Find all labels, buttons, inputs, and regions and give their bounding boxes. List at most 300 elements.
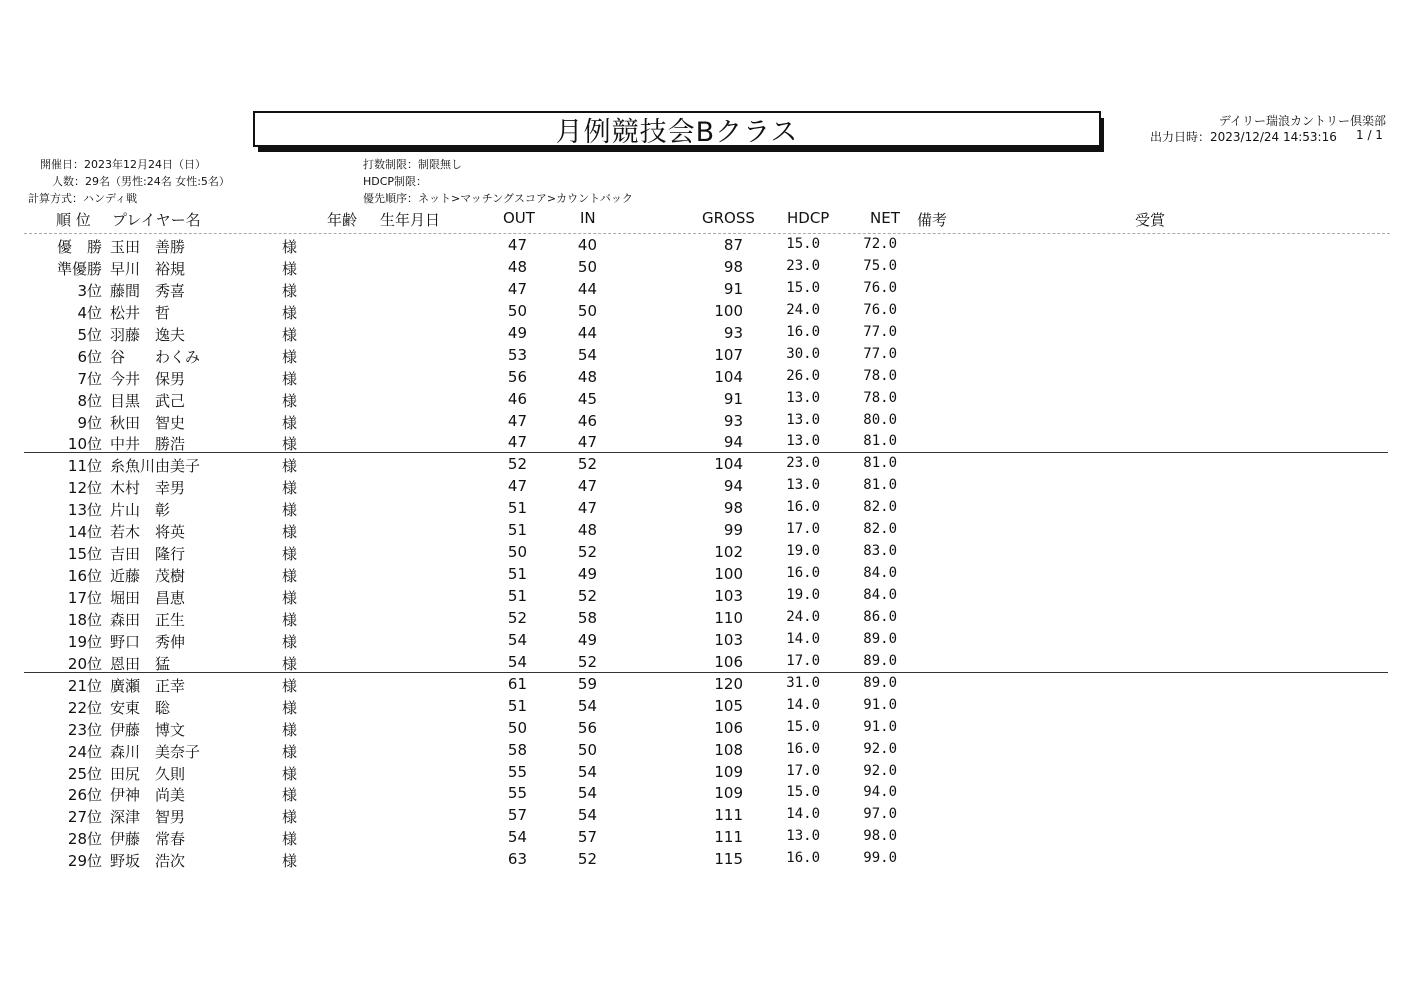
cell-gross: 108	[714, 740, 743, 759]
cell-rank: 8位	[77, 391, 102, 410]
cell-net: 81.0	[863, 477, 897, 494]
cell-out: 54	[507, 652, 527, 671]
cell-hdcp: 31.0	[786, 674, 820, 691]
cell-rank: 19位	[67, 632, 102, 651]
col-award: 受賞	[1135, 211, 1166, 229]
cell-mei: 保男	[155, 369, 186, 388]
col-gross: GROSS	[702, 209, 755, 227]
cell-rank: 27位	[67, 808, 102, 827]
cell-out: 55	[507, 762, 527, 781]
table-row	[0, 629, 1415, 651]
cell-mei: 逸夫	[155, 325, 186, 344]
cell-out: 50	[507, 543, 527, 562]
cell-sei: 野口	[110, 632, 141, 651]
cell-sama: 様	[282, 523, 298, 542]
meta-players: 人数：29名（男性:24名 女性:5名）	[52, 175, 230, 188]
cell-in: 49	[577, 630, 597, 649]
cell-out: 47	[507, 411, 527, 430]
cell-in: 47	[577, 477, 597, 496]
cell-net: 77.0	[863, 345, 897, 362]
cell-gross: 115	[714, 850, 743, 869]
table-row	[0, 519, 1415, 541]
cell-rank: 準優勝	[56, 259, 102, 278]
cell-net: 82.0	[863, 499, 897, 516]
cell-mei: 正生	[155, 610, 186, 629]
cell-sei: 吉田	[110, 545, 141, 564]
cell-sama: 様	[282, 238, 298, 256]
cell-sei: 早川	[110, 259, 141, 278]
cell-gross: 91	[723, 389, 743, 408]
cell-in: 58	[577, 608, 597, 627]
cell-net: 81.0	[863, 455, 897, 472]
cell-in: 50	[577, 257, 597, 276]
cell-gross: 102	[714, 543, 743, 562]
cell-gross: 94	[723, 433, 743, 452]
cell-sama: 様	[282, 413, 298, 432]
cell-hdcp: 16.0	[786, 323, 820, 340]
col-notes: 備考	[917, 211, 948, 229]
cell-rank: 29位	[67, 852, 102, 871]
cell-gross: 91	[723, 279, 743, 298]
cell-mei: 正幸	[155, 676, 186, 695]
cell-net: 94.0	[863, 784, 897, 801]
table-row	[0, 322, 1415, 344]
cell-in: 48	[577, 367, 597, 386]
cell-out: 52	[507, 455, 527, 474]
table-row	[0, 585, 1415, 607]
table-row	[0, 804, 1415, 826]
cell-hdcp: 30.0	[786, 345, 820, 362]
cell-gross: 104	[714, 455, 743, 474]
cell-rank: 優 勝	[56, 238, 102, 256]
cell-out: 47	[507, 477, 527, 496]
cell-rank: 15位	[67, 545, 102, 564]
cell-mei: 善勝	[155, 238, 186, 256]
cell-sei: 安東	[110, 698, 141, 717]
cell-out: 51	[507, 521, 527, 540]
table-row	[0, 717, 1415, 739]
cell-rank: 12位	[67, 479, 102, 498]
cell-in: 52	[577, 587, 597, 605]
cell-hdcp: 19.0	[786, 543, 820, 560]
results-table	[0, 234, 1415, 870]
table-row	[0, 541, 1415, 563]
cell-sei: 羽藤	[110, 325, 141, 344]
cell-mei: 秀喜	[155, 281, 186, 300]
cell-sama: 様	[282, 567, 298, 586]
meta-method: 計算方式：ハンディ戦	[28, 192, 138, 205]
cell-in: 47	[577, 433, 597, 452]
cell-sei: 森川	[110, 742, 141, 761]
cell-out: 51	[507, 696, 527, 715]
cell-hdcp: 14.0	[786, 696, 820, 713]
cell-net: 91.0	[863, 696, 897, 713]
cell-sama: 様	[282, 347, 298, 366]
cell-net: 81.0	[863, 433, 897, 450]
cell-mei: 由美子	[155, 457, 201, 476]
meta-stroke-limit: 打数制限：制限無し	[363, 158, 462, 171]
cell-mei: 彰	[155, 501, 171, 520]
cell-gross: 98	[723, 499, 743, 518]
cell-out: 48	[507, 257, 527, 276]
cell-sei: 伊藤	[110, 720, 141, 739]
meta-priority: 優先順序：ネット>マッチングスコア>カウントバック	[363, 192, 633, 205]
cell-rank: 14位	[67, 523, 102, 542]
cell-sei: 伊藤	[110, 830, 141, 849]
cell-hdcp: 16.0	[786, 499, 820, 516]
col-age: 年齢	[327, 211, 358, 229]
cell-net: 99.0	[863, 850, 897, 867]
printed-at: 出力日時：2023/12/24 14:53:16	[1150, 130, 1337, 144]
cell-out: 51	[507, 565, 527, 584]
cell-net: 80.0	[863, 411, 897, 428]
cell-hdcp: 15.0	[786, 236, 820, 252]
table-row	[0, 782, 1415, 804]
cell-out: 55	[507, 784, 527, 803]
cell-rank: 26位	[67, 786, 102, 805]
cell-rank: 17位	[67, 589, 102, 607]
table-row	[0, 410, 1415, 432]
cell-gross: 106	[714, 652, 743, 671]
cell-gross: 109	[714, 784, 743, 803]
cell-rank: 6位	[77, 347, 102, 366]
cell-out: 56	[507, 367, 527, 386]
col-hdcp: HDCP	[787, 209, 830, 227]
cell-gross: 104	[714, 367, 743, 386]
cell-out: 50	[507, 301, 527, 320]
cell-mei: 智男	[155, 808, 186, 827]
cell-in: 56	[577, 718, 597, 737]
cell-sama: 様	[282, 589, 298, 607]
cell-in: 59	[577, 674, 597, 693]
cell-sei: 田尻	[110, 764, 141, 783]
cell-in: 40	[577, 236, 597, 254]
meta-date: 開催日：2023年12月24日（日）	[40, 158, 206, 171]
cell-sama: 様	[282, 610, 298, 629]
cell-sei: 藤間	[110, 281, 141, 300]
cell-sama: 様	[282, 479, 298, 498]
table-row	[0, 651, 1415, 673]
cell-sama: 様	[282, 764, 298, 783]
cell-net: 91.0	[863, 718, 897, 735]
cell-net: 89.0	[863, 674, 897, 691]
cell-sama: 様	[282, 391, 298, 410]
table-row	[0, 344, 1415, 366]
cell-net: 82.0	[863, 521, 897, 538]
cell-sama: 様	[282, 369, 298, 388]
cell-hdcp: 15.0	[786, 279, 820, 296]
cell-out: 58	[507, 740, 527, 759]
cell-out: 47	[507, 279, 527, 298]
table-row	[0, 300, 1415, 322]
cell-net: 89.0	[863, 652, 897, 669]
table-row	[0, 256, 1415, 278]
col-net: NET	[870, 209, 900, 227]
cell-sei: 恩田	[110, 654, 141, 673]
cell-sama: 様	[282, 457, 298, 476]
cell-sei: 深津	[110, 808, 141, 827]
cell-out: 52	[507, 608, 527, 627]
cell-rank: 16位	[67, 567, 102, 586]
cell-out: 54	[507, 828, 527, 847]
cell-rank: 3位	[77, 281, 102, 300]
cell-rank: 25位	[67, 764, 102, 783]
cell-in: 52	[577, 455, 597, 474]
table-row	[0, 388, 1415, 410]
cell-mei: 昌恵	[155, 589, 186, 607]
cell-hdcp: 17.0	[786, 521, 820, 538]
table-row	[0, 563, 1415, 585]
cell-out: 54	[507, 630, 527, 649]
cell-rank: 13位	[67, 501, 102, 520]
table-row	[0, 278, 1415, 300]
cell-out: 51	[507, 587, 527, 605]
cell-net: 76.0	[863, 279, 897, 296]
cell-sei: 今井	[110, 369, 141, 388]
cell-gross: 105	[714, 696, 743, 715]
cell-mei: 常春	[155, 830, 186, 849]
cell-in: 48	[577, 521, 597, 540]
cell-sama: 様	[282, 501, 298, 520]
cell-mei: 隆行	[155, 545, 186, 564]
cell-in: 44	[577, 323, 597, 342]
cell-in: 46	[577, 411, 597, 430]
cell-net: 75.0	[863, 257, 897, 274]
cell-sei: 目黒	[110, 391, 141, 410]
cell-rank: 24位	[67, 742, 102, 761]
cell-gross: 100	[714, 301, 743, 320]
cell-net: 78.0	[863, 367, 897, 384]
cell-in: 44	[577, 279, 597, 298]
cell-net: 92.0	[863, 740, 897, 757]
cell-hdcp: 19.0	[786, 587, 820, 603]
table-row	[0, 673, 1415, 695]
cell-in: 57	[577, 828, 597, 847]
cell-hdcp: 14.0	[786, 806, 820, 823]
cell-sama: 様	[282, 303, 298, 322]
table-row	[0, 453, 1415, 475]
table-row	[0, 475, 1415, 497]
cell-rank: 4位	[77, 303, 102, 322]
cell-in: 54	[577, 806, 597, 825]
table-row	[0, 431, 1415, 453]
col-rank: 順 位	[56, 211, 91, 229]
cell-hdcp: 15.0	[786, 784, 820, 801]
cell-gross: 106	[714, 718, 743, 737]
cell-out: 49	[507, 323, 527, 342]
cell-gross: 100	[714, 565, 743, 584]
cell-rank: 11位	[67, 457, 102, 476]
cell-sama: 様	[282, 676, 298, 695]
cell-rank: 7位	[77, 369, 102, 388]
cell-sei: 野坂	[110, 852, 141, 871]
cell-hdcp: 16.0	[786, 740, 820, 757]
cell-net: 83.0	[863, 543, 897, 560]
cell-net: 98.0	[863, 828, 897, 845]
cell-rank: 22位	[67, 698, 102, 717]
cell-gross: 111	[714, 806, 743, 825]
cell-net: 84.0	[863, 587, 897, 603]
cell-sama: 様	[282, 632, 298, 651]
cell-gross: 109	[714, 762, 743, 781]
cell-sama: 様	[282, 435, 298, 454]
cell-sei: 谷	[110, 347, 126, 366]
cell-sama: 様	[282, 852, 298, 871]
col-out: OUT	[503, 209, 535, 227]
cell-gross: 93	[723, 323, 743, 342]
cell-net: 86.0	[863, 608, 897, 625]
cell-sama: 様	[282, 325, 298, 344]
cell-sama: 様	[282, 259, 298, 278]
cell-out: 51	[507, 499, 527, 518]
cell-mei: 聡	[155, 698, 171, 717]
cell-mei: 浩次	[155, 852, 186, 871]
cell-rank: 28位	[67, 830, 102, 849]
cell-sei: 伊神	[110, 786, 141, 805]
cell-out: 63	[507, 850, 527, 869]
cell-gross: 111	[714, 828, 743, 847]
table-row	[0, 826, 1415, 848]
cell-hdcp: 14.0	[786, 630, 820, 647]
cell-net: 77.0	[863, 323, 897, 340]
cell-net: 76.0	[863, 301, 897, 318]
cell-rank: 21位	[67, 676, 102, 695]
cell-gross: 98	[723, 257, 743, 276]
cell-sama: 様	[282, 742, 298, 761]
cell-in: 52	[577, 652, 597, 671]
table-row	[0, 366, 1415, 388]
cell-sei: 松井	[110, 303, 141, 322]
cell-gross: 94	[723, 477, 743, 496]
cell-hdcp: 24.0	[786, 608, 820, 625]
cell-in: 52	[577, 850, 597, 869]
cell-sei: 森田	[110, 610, 141, 629]
cell-hdcp: 26.0	[786, 367, 820, 384]
cell-out: 47	[507, 236, 527, 254]
cell-net: 97.0	[863, 806, 897, 823]
cell-in: 49	[577, 565, 597, 584]
cell-sama: 様	[282, 720, 298, 739]
cell-net: 84.0	[863, 565, 897, 582]
cell-in: 54	[577, 696, 597, 715]
cell-rank: 9位	[77, 413, 102, 432]
cell-in: 50	[577, 740, 597, 759]
cell-mei: 将英	[155, 523, 186, 542]
cell-hdcp: 13.0	[786, 477, 820, 494]
col-in: IN	[580, 209, 596, 227]
page-number: 1 / 1	[1356, 128, 1383, 142]
cell-sei: 片山	[110, 501, 141, 520]
cell-sei: 木村	[110, 479, 141, 498]
cell-hdcp: 16.0	[786, 850, 820, 867]
cell-rank: 20位	[67, 654, 102, 673]
cell-gross: 120	[714, 674, 743, 693]
club-name: デイリー瑞浪カントリー倶楽部	[1218, 114, 1386, 128]
cell-mei: 哲	[155, 303, 171, 322]
cell-in: 50	[577, 301, 597, 320]
cell-in: 47	[577, 499, 597, 518]
cell-in: 52	[577, 543, 597, 562]
cell-mei: 勝浩	[155, 435, 186, 454]
cell-in: 54	[577, 784, 597, 803]
cell-mei: 猛	[155, 654, 171, 673]
cell-mei: 秀伸	[155, 632, 186, 651]
cell-hdcp: 13.0	[786, 389, 820, 406]
cell-sama: 様	[282, 281, 298, 300]
cell-gross: 93	[723, 411, 743, 430]
cell-gross: 110	[714, 608, 743, 627]
col-player: プレイヤー名	[112, 211, 201, 229]
table-row	[0, 234, 1415, 256]
cell-sei: 廣瀬	[110, 676, 141, 695]
table-row	[0, 761, 1415, 783]
table-row	[0, 695, 1415, 717]
table-row	[0, 739, 1415, 761]
cell-sei: 中井	[110, 435, 141, 454]
cell-mei: わくみ	[155, 347, 201, 366]
cell-mei: 尚美	[155, 786, 186, 805]
cell-hdcp: 13.0	[786, 828, 820, 845]
cell-sama: 様	[282, 545, 298, 564]
cell-sei: 玉田	[110, 238, 141, 256]
cell-out: 47	[507, 433, 527, 452]
cell-sei: 糸魚川	[110, 457, 156, 476]
cell-in: 45	[577, 389, 597, 408]
cell-mei: 美奈子	[155, 742, 201, 761]
cell-sama: 様	[282, 654, 298, 673]
cell-in: 54	[577, 762, 597, 781]
cell-hdcp: 17.0	[786, 652, 820, 669]
cell-mei: 裕規	[155, 259, 186, 278]
cell-mei: 幸男	[155, 479, 186, 498]
cell-sama: 様	[282, 808, 298, 827]
cell-mei: 智史	[155, 413, 186, 432]
cell-gross: 107	[714, 345, 743, 364]
page-title-text: 月例競技会Bクラス	[555, 116, 799, 148]
cell-out: 46	[507, 389, 527, 408]
page-title	[253, 111, 1101, 147]
cell-sama: 様	[282, 698, 298, 717]
cell-sei: 近藤	[110, 567, 141, 586]
cell-mei: 博文	[155, 720, 186, 739]
cell-sama: 様	[282, 830, 298, 849]
cell-hdcp: 13.0	[786, 411, 820, 428]
cell-rank: 5位	[77, 325, 102, 344]
cell-rank: 10位	[67, 435, 102, 454]
table-row	[0, 607, 1415, 629]
cell-sei: 堀田	[110, 589, 141, 607]
col-birthday: 生年月日	[380, 211, 441, 229]
cell-mei: 久則	[155, 764, 186, 783]
cell-rank: 23位	[67, 720, 102, 739]
cell-mei: 武己	[155, 391, 186, 410]
cell-hdcp: 23.0	[786, 257, 820, 274]
cell-hdcp: 17.0	[786, 762, 820, 779]
cell-out: 50	[507, 718, 527, 737]
cell-hdcp: 23.0	[786, 455, 820, 472]
cell-out: 57	[507, 806, 527, 825]
cell-gross: 99	[723, 521, 743, 540]
cell-net: 78.0	[863, 389, 897, 406]
cell-rank: 18位	[67, 610, 102, 629]
cell-net: 72.0	[863, 236, 897, 252]
cell-hdcp: 24.0	[786, 301, 820, 318]
cell-out: 61	[507, 674, 527, 693]
cell-gross: 103	[714, 587, 743, 605]
cell-out: 53	[507, 345, 527, 364]
cell-hdcp: 16.0	[786, 565, 820, 582]
cell-gross: 103	[714, 630, 743, 649]
